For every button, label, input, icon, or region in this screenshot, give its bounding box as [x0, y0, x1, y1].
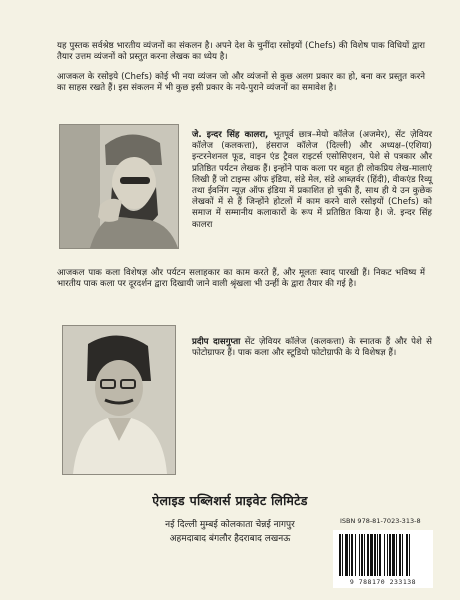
intro-paragraph-2: आजकल के रसोइये (Chefs) कोई भी नया व्यंजन जो और व्यंजनों से कुछ अलग प्रकार का हो, बना कर प्रस्तुत करने का साहस रखते हैं। इस संकलन में भी कुछ इसी प्रकार के नये-पुराने व्यंजनों का समावेश है।: [57, 72, 425, 94]
author-bio-pradeep-text: सेंट ज़ेवियर कॉलेज (कलकत्ता) के स्नातक हैं और पेशे से फोटोग्राफर हैं। पाक कला और स्टूडियो फोटोग्राफी के ये विशेषज्ञ हैं।: [192, 337, 432, 359]
author-photo-inder: [59, 124, 179, 249]
author-name-pradeep: प्रदीप दासगुप्ता: [192, 337, 241, 347]
author-bio-inder-continued: आजकल पाक कला विशेषज्ञ और पर्यटन सलाहकार का काम करते हैं, और मूलतः स्वाद पारखी हैं। निकट भविष्य में भारतीय पाक कला पर दूरदर्शन द्वारा दिखायी जाने वाली श्रृंखला भी उन्हीं के द्वारा तैयार की गई है।: [57, 268, 425, 290]
barcode-digits: 9 788170 233138: [333, 578, 433, 586]
author-bio-pradeep: [192, 337, 432, 359]
barcode-bars: [333, 530, 433, 578]
publisher-name: ऐलाइड पब्लिशर्स प्राइवेट लिमिटेड: [152, 493, 308, 508]
isbn-label: ISBN 978-81-7023-313-8: [340, 517, 421, 525]
author-bio-inder-text: भूतपूर्व छात्र–मेयो कॉलेज (अजमेर), सेंट ज़ेवियर कॉलेज (कलकत्ता), हंसराज कॉलेज (दिल्ली) और अध्यक्ष–(एशिया) इन्टरनेशनल फूड, वाइन एंड ट्रैवल राइटर्स एसोसिएशन, पेशे से पत्रकार और प्रतिष्ठित पर्यटन लेखक हैं। इन्होंने पाक कला पर बहुत ही लोकप्रिय लेख-मालाएं लिखी हैं जो टाइम्स ऑफ इंडिया, संडे मेल, संडे आब्ज़र्वर (हिंदी), वीकएंड रिव्यू तथा ईवनिंग न्यूज़ ऑफ इंडिया में प्रकाशित हो चुकी हैं, साथ ही ये उन कुछेक लेखकों में से हैं जिन्होंने होटलों में काम करने वाले रसोइयों (Chefs) को समाज में सम्मानीय कलाकारों के रूप में प्रतिष्ठित किया है। जे. इन्दर सिंह कालरा: [192, 130, 432, 230]
publisher-cities-line-2: अहमदाबाद बंगलौर हैदराबाद लखनऊ: [169, 534, 291, 544]
author-photo-pradeep: [62, 325, 176, 475]
author-name-inder: जे. इन्दर सिंह कालरा,: [192, 130, 269, 140]
intro-paragraph-1: यह पुस्तक सर्वश्रेष्ठ भारतीय व्यंजनों का संकलन है। अपने देश के चुनींदा रसोइयों (Chefs) की विशेष पाक विधियों द्वारा तैयार उत्तम व्यंजनों को प्रस्तुत करना लेखक का ध्येय है।: [57, 41, 425, 63]
publisher-cities-line-1: नई दिल्ली मुम्बई कोलकाता चेन्नई नागपुर: [165, 520, 295, 530]
author-bio-inder: [192, 130, 432, 231]
